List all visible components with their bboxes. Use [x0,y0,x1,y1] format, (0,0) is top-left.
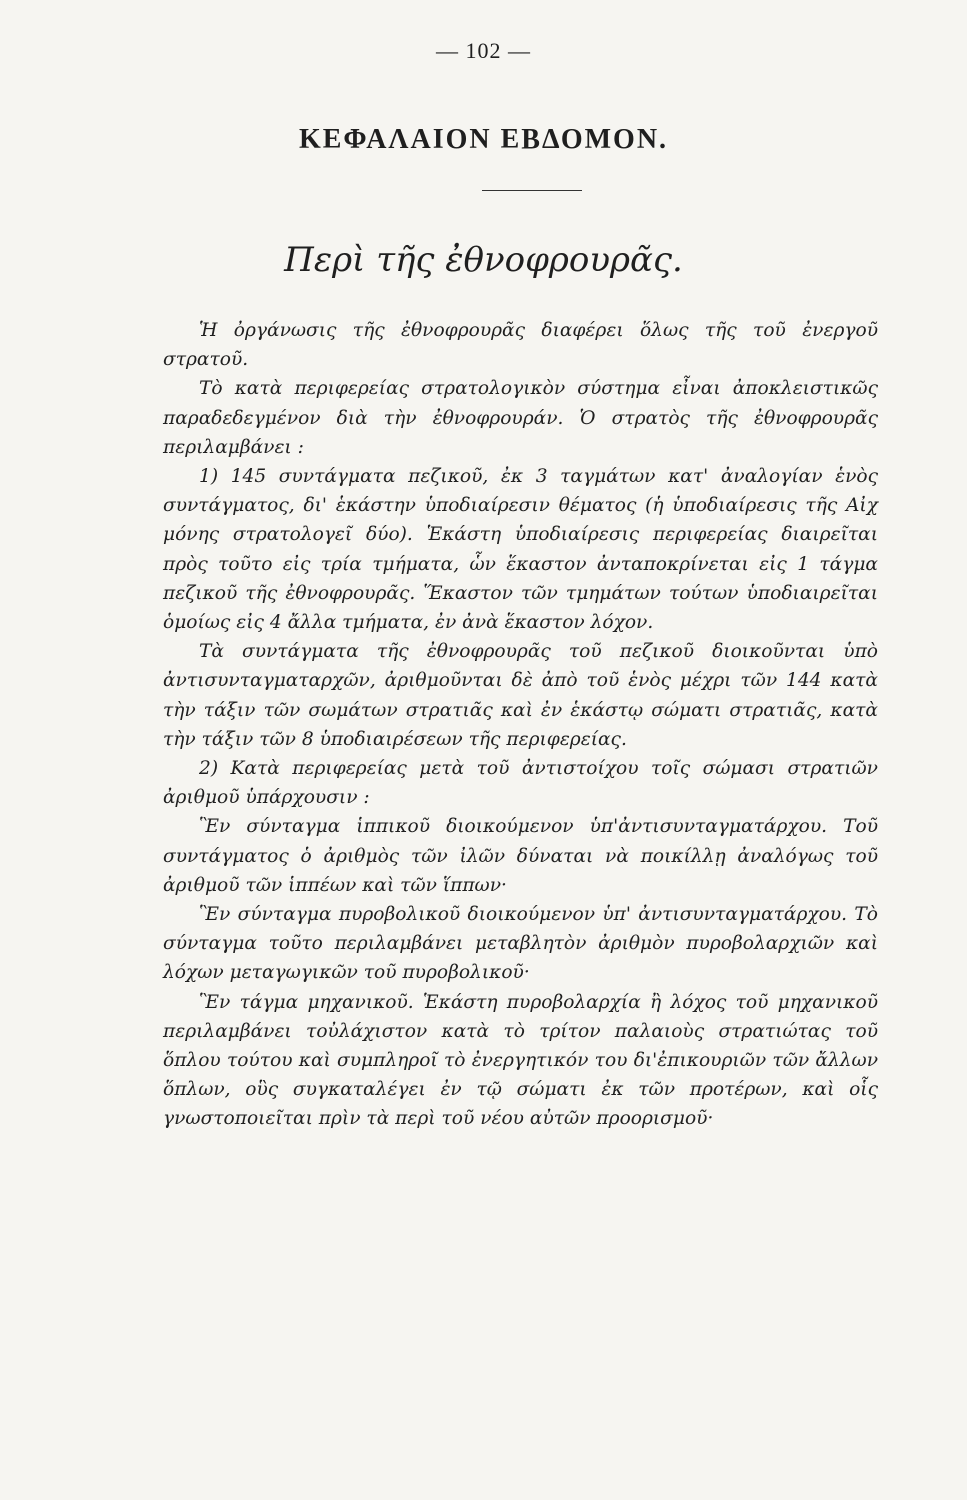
paragraph: Τὰ συντάγματα τῆς ἐθνοφρουρᾶς τοῦ πεζικοῦ διοικοῦνται ὑπὸ ἀντισυνταγματαρχῶν, ἀριθμοῦνται δὲ ἀπὸ τοῦ ἑνὸς μέχρι τῶν 144 κατὰ τὴν τάξιν τῶν σωμάτων στρατιᾶς καὶ ἐν ἑκάστῳ σώματι στρατιᾶς, κατὰ τὴν τάξιν τῶν 8 ὑποδιαιρέσεων τῆς περιφερείας. [163,641,878,750]
paragraph: Τὸ κατὰ περιφερείας στρατολογικὸν σύστημα εἶναι ἀποκλειστικῶς παραδεδεγμένον διὰ τὴν ἐθνοφρουράν. Ὁ στρατὸς τῆς ἐθνοφρουρᾶς περιλαμβάνει : [163,378,878,458]
paragraph: 1) 145 συντάγματα πεζικοῦ, ἐκ 3 ταγμάτων κατ' ἀναλογίαν ἑνὸς συντάγματος, δι' ἑκάστην ὑποδιαίρεσιν θέματος (ἡ ὑποδιαίρεσις τῆς Αἰχ μόνης στρατολογεῖ δύο). Ἑκάστη ὑποδιαίρεσις περιφερείας διαιρεῖται πρὸς τοῦτο εἰς τρία τμήματα, ὧν ἕκαστον ἀνταποκρίνεται εἰς 1 τάγμα πεζικοῦ τῆς ἐθνοφρουρᾶς. Ἕκαστον τῶν τμημάτων τούτων ὑποδιαιρεῖται ὁμοίως εἰς 4 ἄλλα τμήματα, ἐν ἀνὰ ἕκαστον λόχον. [163,466,878,634]
body-text [163,316,878,1134]
title-divider [482,190,582,191]
paragraph: Ἓν σύνταγμα ἱππικοῦ διοικούμενον ὑπ'ἀντισυνταγματάρχου. Τοῦ συντάγματος ὁ ἀριθμὸς τῶν ἰλῶν δύναται νὰ ποικίλλῃ ἀναλόγως τοῦ ἀριθμοῦ τῶν ἱππέων καὶ τῶν ἵππων· [163,816,878,896]
page-number: — 102 — [436,38,531,63]
paragraph: 2) Κατὰ περιφερείας μετὰ τοῦ ἀντιστοίχου τοῖς σώμασι στρατιῶν ἀριθμοῦ ὑπάρχουσιν : [163,758,878,809]
paragraph: Ἓν τάγμα μηχανικοῦ. Ἑκάστη πυροβολαρχία ἢ λόχος τοῦ μηχανικοῦ περιλαμβάνει τοὐλάχιστον κατὰ τὸ τρίτον παλαιοὺς στρατιώτας τοῦ ὅπλου τούτου καὶ συμπληροῖ τὸ ἐνεργητικόν του δι'ἐπικουριῶν τῶν ἄλλων ὅπλων, οὓς συγκαταλέγει ἐν τῷ σώματι ἐκ τῶν προτέρων, καὶ οἷς γνωστοποιεῖται πρὶν τὰ περὶ τοῦ νέου αὐτῶν προορισμοῦ· [163,991,878,1130]
chapter-title: ΚΕΦΑΛΑΙΟΝ ΕΒΔΟΜΟΝ. [298,124,669,155]
paragraph: Ἡ ὀργάνωσις τῆς ἐθνοφρουρᾶς διαφέρει ὅλως τῆς τοῦ ἐνεργοῦ στρατοῦ. [163,320,878,371]
paragraph: Ἓν σύνταγμα πυροβολικοῦ διοικούμενον ὑπ' ἀντισυνταγματάρχου. Τὸ σύνταγμα τοῦτο περιλαμβάνει μεταβλητὸν ἀριθμὸν πυροβολαρχιῶν καὶ λόχων μεταγωγικῶν τοῦ πυροβολικοῦ· [163,904,878,984]
section-title: Περὶ τῆς ἐθνοφρουρᾶς. [284,240,683,280]
